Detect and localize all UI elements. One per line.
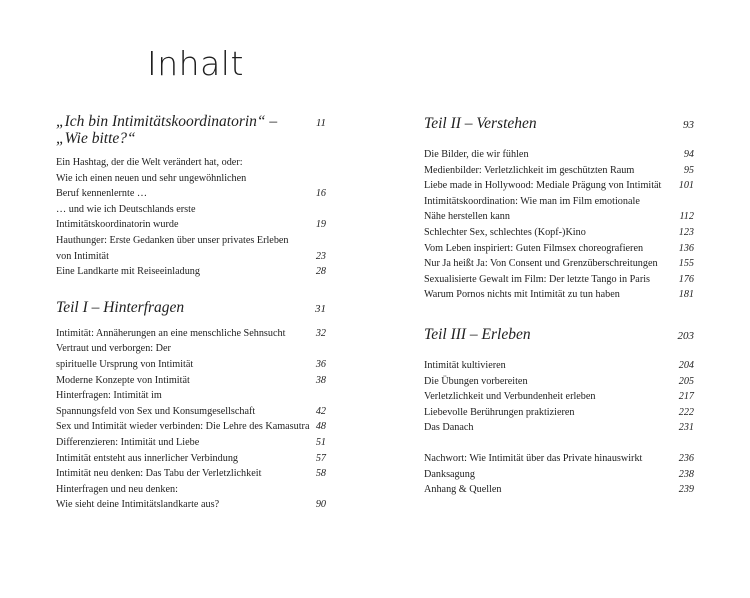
section-heading [424,326,694,345]
toc-entry [56,233,326,264]
toc-entry [56,435,326,451]
entry-title: Die Bilder, die wir fühlen [424,149,529,160]
entry-title: Anhang & Quellen [424,484,502,496]
entry-page: 23 [315,250,326,262]
entry-list [424,451,694,498]
toc-entry [424,241,694,257]
toc-entry [424,482,694,498]
entry-title: Intimität kultivieren [424,359,506,371]
toc-left-column [56,113,326,513]
section-page: 203 [677,329,694,342]
entry-title: Liebe made in Hollywood: Mediale Prägung von Intimität [424,180,662,192]
entry-page: 222 [678,406,694,418]
section-title: Teil I – Hinterfragen [56,298,185,316]
entry-page: 94 [683,149,694,160]
entry-page: 95 [683,164,694,176]
entry-page: 236 [678,452,694,464]
toc-entry [424,405,694,421]
section-page: 93 [683,119,694,131]
entry-title: Das Danach [424,422,474,434]
entry-title: Ein Hashtag, der die Welt verändert hat, oder: Wie ich einen neuen und sehr ungewöhnlichen Beruf kennenlernte … [56,157,247,200]
entry-page: 205 [678,375,694,387]
entry-title: Medienbilder: Verletzlichkeit im geschützten Raum [424,164,635,176]
toc-entry [56,373,326,389]
section-heading [56,113,326,147]
toc-entry [56,482,326,513]
entry-title: Vom Leben inspiriert: Guten Filmsex choreografieren [424,242,644,254]
section-heading [56,299,326,318]
page-title: Inhalt [147,44,244,83]
toc-section-teil-3 [424,326,694,436]
entry-page: 36 [315,358,326,370]
toc-entry [56,155,326,202]
entry-title: Liebevolle Berührungen praktizieren [424,406,575,418]
entry-page: 136 [678,242,694,254]
entry-page: 101 [678,180,694,192]
toc-entry [424,358,694,374]
entry-title: Warum Pornos nichts mit Intimität zu tun haben [424,289,620,301]
entry-page: 48 [315,421,326,433]
entry-page: 238 [678,468,694,480]
entry-page: 181 [678,289,694,301]
entry-page: 28 [315,266,326,278]
entry-page: 57 [315,452,326,464]
entry-title: Intimität: Annäherungen an eine menschliche Sehnsucht [56,327,286,339]
section-title: Teil III – Erleben [424,325,531,343]
toc-entry [424,272,694,288]
entry-page: 239 [678,484,694,496]
section-title: „Ich bin Intimitätskoordinatorin“ – „Wie bitte?“ [56,113,278,147]
toc-section-teil-2 [424,115,694,303]
toc-entry [56,419,326,435]
entry-page: 217 [678,391,694,403]
toc-entry [56,326,326,342]
entry-title: Vertraut und verborgen: Der spirituelle Ursprung von Intimität [56,343,194,370]
section-page: 31 [315,302,326,315]
toc-entry [56,451,326,467]
entry-page: 90 [315,499,326,511]
toc-entry [424,163,694,179]
toc-entry [424,225,694,241]
entry-page: 112 [679,211,694,223]
entry-page: 176 [678,273,694,285]
entry-title: Danksagung [424,468,475,480]
toc-entry [56,388,326,419]
entry-page: 58 [315,468,326,480]
entry-page: 155 [678,258,694,270]
entry-title: Die Übungen vorbereiten [424,375,528,387]
toc-entry [424,374,694,390]
entry-title: Sexualisierte Gewalt im Film: Der letzte Tango in Paris [424,273,651,285]
toc-entry [424,467,694,483]
toc-entry [424,178,694,194]
entry-page: 42 [315,405,326,417]
entry-page: 51 [315,436,326,448]
section-heading [424,115,694,134]
entry-title: Intimität neu denken: Das Tabu der Verletzlichkeit [56,468,262,480]
toc-entry [56,466,326,482]
toc-section-teil-1 [56,299,326,513]
entry-title: Moderne Konzepte von Intimität [56,374,190,386]
entry-title: Hauthunger: Erste Gedanken über unser privates Erleben von Intimität [56,234,289,262]
entry-title: Verletzlichkeit und Verbundenheit erleben [424,391,596,403]
toc-entry [56,264,326,280]
entry-title: Intimitätskoordination: Wie man im Film emotionale Nähe herstellen kann [424,195,640,223]
entry-title: Hinterfragen und neu denken: Wie sieht deine Intimitätslandkarte aus? [56,483,220,511]
section-title: Teil II – Verstehen [424,115,537,132]
toc-entry [56,202,326,233]
entry-list [56,155,326,280]
entry-title: … und wie ich Deutschlands erste Intimitätskoordinatorin wurde [56,203,196,231]
entry-list [424,358,694,436]
toc-section-back-matter [424,451,694,498]
entry-list [424,147,694,303]
toc-entry [424,256,694,272]
section-page: 11 [315,117,326,129]
toc-entry [424,389,694,405]
toc-entry [424,420,694,436]
toc-entry [424,287,694,303]
entry-page: 204 [678,359,694,371]
toc-entry [56,341,326,372]
entry-page: 231 [678,422,694,434]
toc-right-column [424,115,694,498]
entry-title: Eine Landkarte mit Reiseeinladung [56,266,200,278]
entry-title: Nachwort: Wie Intimität über das Private hinauswirkt [424,452,643,464]
entry-title: Differenzieren: Intimität und Liebe [56,436,200,448]
entry-title: Sex und Intimität wieder verbinden: Die Lehre des Kamasutra [56,421,310,433]
entry-page: 123 [678,226,694,238]
toc-section-intro [56,113,326,280]
entry-title: Nur Ja heißt Ja: Von Consent und Grenzüberschreitungen [424,258,658,270]
toc-entry [424,194,694,225]
entry-page: 16 [315,188,326,200]
entry-title: Hinterfragen: Intimität im Spannungsfeld von Sex und Konsumgesellschaft [56,390,256,417]
toc-entry [424,451,694,467]
entry-page: 19 [315,219,326,231]
entry-title: Intimität entsteht aus innerlicher Verbindung [56,452,239,464]
entry-list [56,326,326,513]
entry-page: 38 [315,374,326,386]
entry-title: Schlechter Sex, schlechtes (Kopf-)Kino [424,226,586,238]
entry-page: 32 [315,327,326,339]
toc-entry [424,147,694,163]
